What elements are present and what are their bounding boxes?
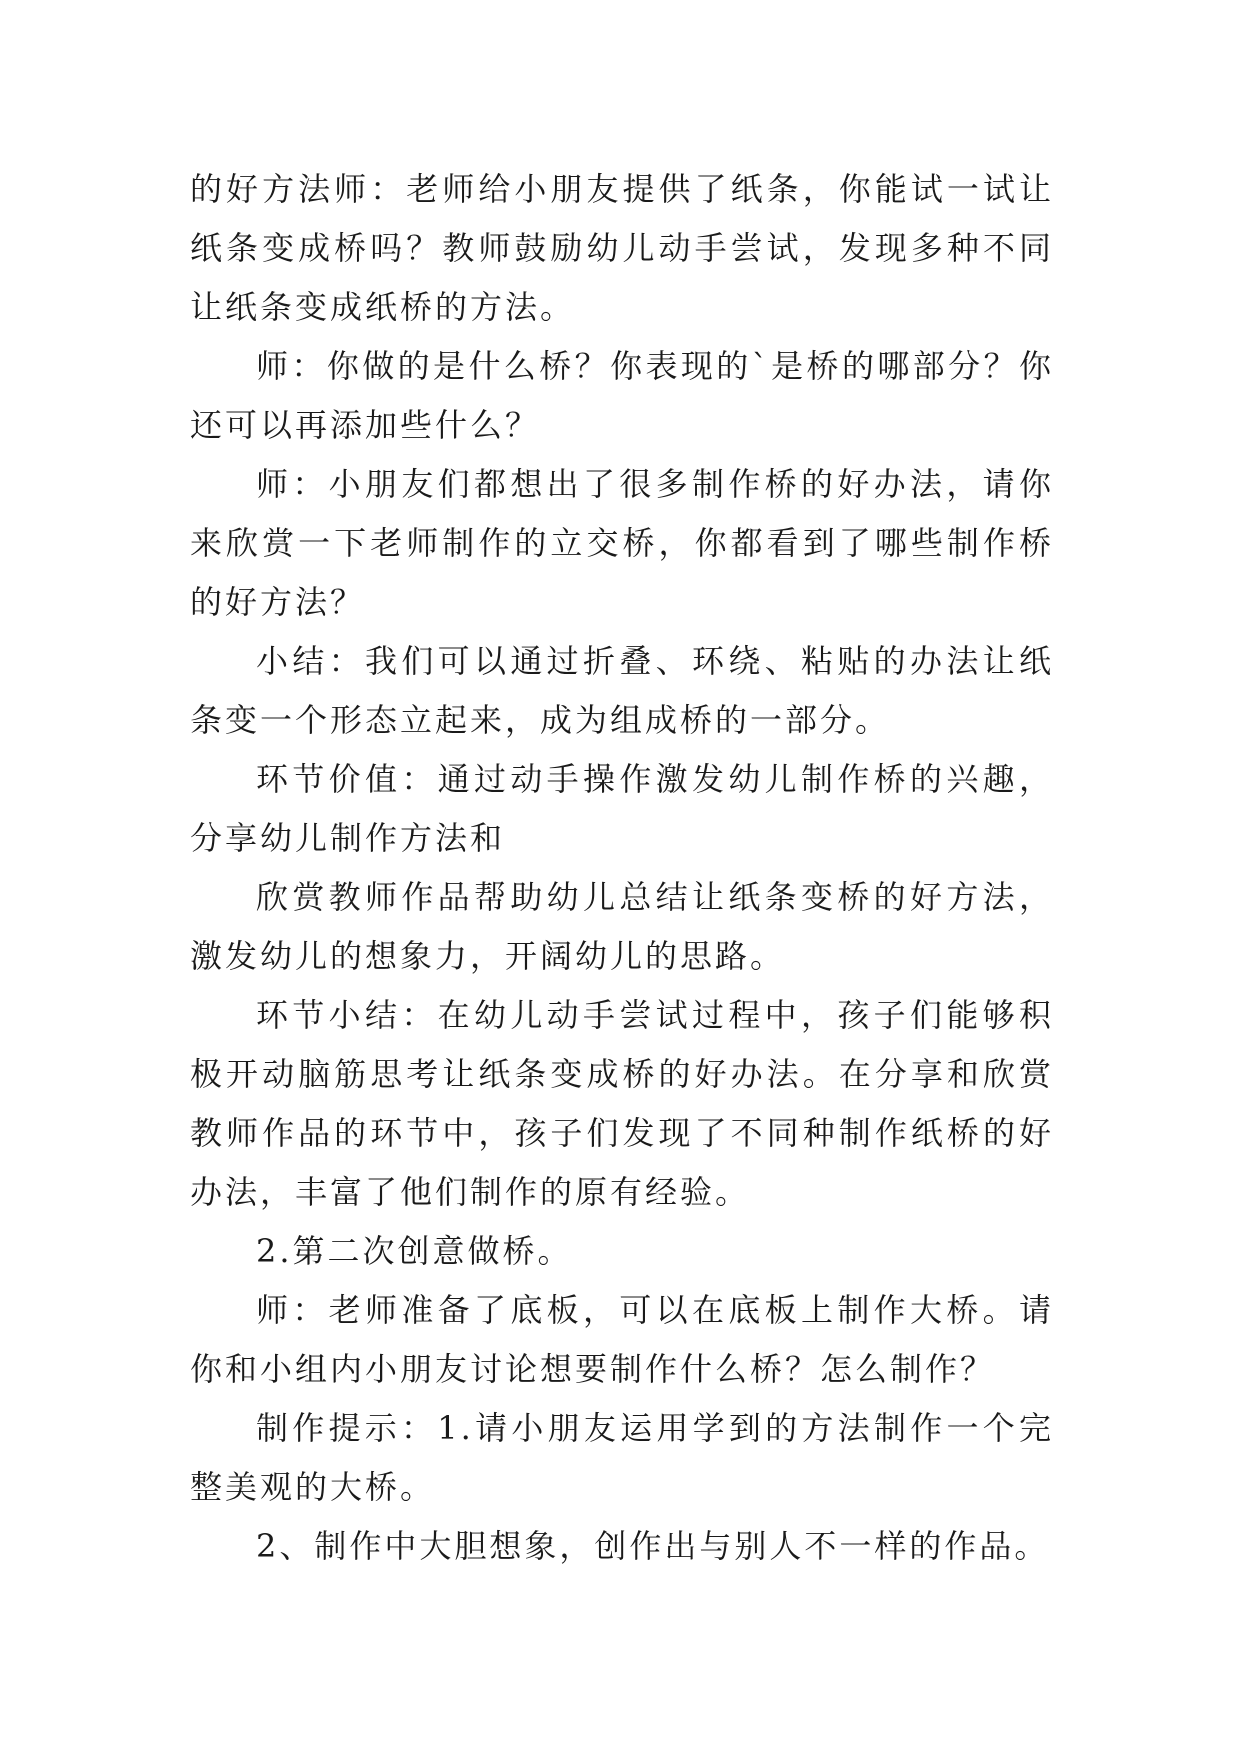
paragraph-9: 师：老师准备了底板，可以在底板上制作大桥。请你和小组内小朋友讨论想要制作什么桥？怎么制作？: [190, 1291, 1054, 1388]
document-body: [190, 160, 1054, 1576]
paragraph-8: 2.第二次创意做桥。: [256, 1232, 573, 1270]
paragraph-1: 的好方法师：老师给小朋友提供了纸条，你能试一试让纸条变成桥吗？教师鼓励幼儿动手尝试，发现多种不同让纸条变成纸桥的方法。: [190, 170, 1054, 326]
paragraph-3: 师：小朋友们都想出了很多制作桥的好办法，请你来欣赏一下老师制作的立交桥，你都看到了哪些制作桥的好方法？: [190, 465, 1054, 621]
paragraph-4: 小结：我们可以通过折叠、环绕、粘贴的办法让纸条变一个形态立起来，成为组成桥的一部分。: [190, 642, 1054, 739]
paragraph-2: 师：你做的是什么桥？你表现的`是桥的哪部分？你还可以再添加些什么？: [190, 347, 1054, 444]
paragraph-11: 2、制作中大胆想象，创作出与别人不一样的作品。: [256, 1527, 1050, 1565]
paragraph-10: 制作提示：1.请小朋友运用学到的方法制作一个完整美观的大桥。: [190, 1409, 1054, 1506]
paragraph-5: 环节价值：通过动手操作激发幼儿制作桥的兴趣，分享幼儿制作方法和: [190, 760, 1054, 857]
paragraph-6: 欣赏教师作品帮助幼儿总结让纸条变桥的好方法，激发幼儿的想象力，开阔幼儿的思路。: [190, 878, 1054, 975]
paragraph-7: 环节小结：在幼儿动手尝试过程中，孩子们能够积极开动脑筋思考让纸条变成桥的好办法。在分享和欣赏教师作品的环节中，孩子们发现了不同种制作纸桥的好办法，丰富了他们制作的原有经验。: [190, 996, 1054, 1211]
